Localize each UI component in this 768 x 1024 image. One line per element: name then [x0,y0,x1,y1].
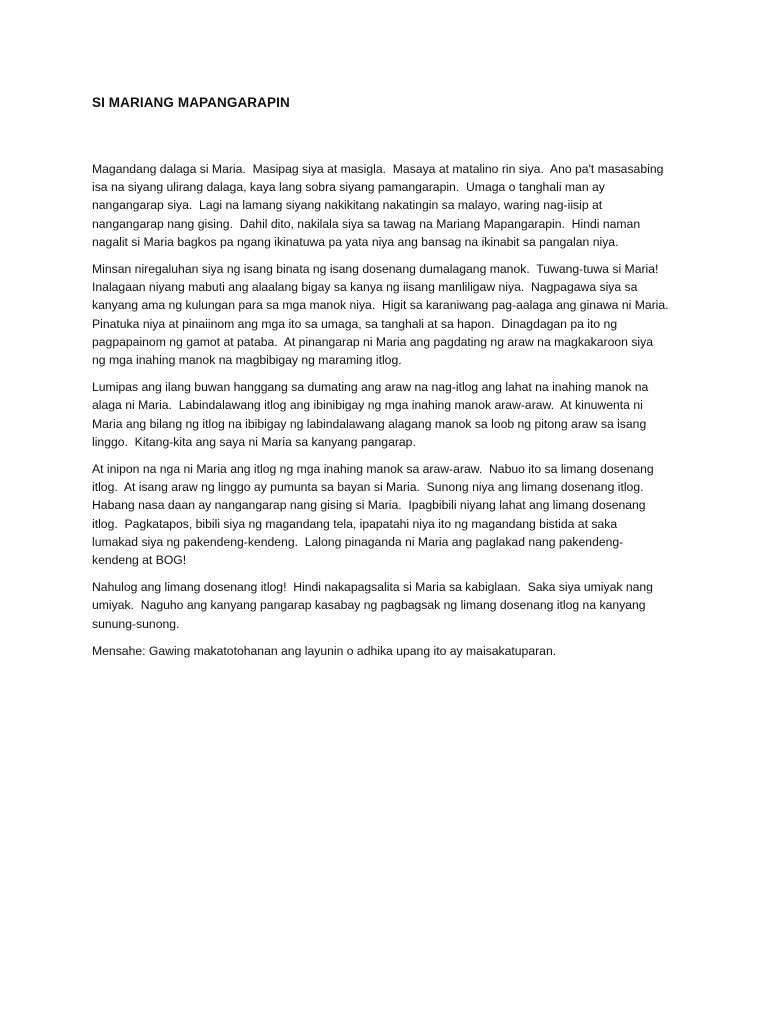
paragraph-line: ng mga inahing manok na magbibigay ng maraming itlog. [92,353,402,368]
paragraph-line: itlog. Pagkatapos, bibili siya ng magandang tela, ipapatahi niya ito ng magandang bistida at saka [92,516,618,531]
paragraph-line: Pinatuka niya at pinaiinom ang mga ito sa umaga, sa tanghali at sa hapon. Dinagdagan pa ito ng [92,316,618,331]
paragraph-line: linggo. Kitang-kita ang saya ni Maria sa kanyang pangarap. [92,434,416,449]
paragraph-line: nagalit si Maria bagkos pa ngang ikinatuwa pa yata niya ang bansag na ikinabit sa pangalan niya. [92,234,619,249]
paragraph-line: pagpapainom ng gamot at pataba. At pinangarap ni Maria ang pagdating ng araw na magkakaroon siya [92,334,654,349]
paragraph-line: Inalagaan niyang mabuti ang alaalang bigay sa kanya ng iisang manliligaw niya. Nagpagawa siya sa [92,280,638,295]
message-line: Mensahe: Gawing makatotohanan ang layunin o adhika upang ito ay maisakatuparan. [92,643,557,658]
paragraph-line: itlog. At isang araw ng linggo ay pumunta sa bayan si Maria. Sunong niya ang limang dosenang itlog. [92,480,644,495]
paragraph-line: isa na siyang ulirang dalaga, kaya lang sobra siyang pamangarapin. Umaga o tanghali man ay [92,180,605,195]
paragraph-2 [92,260,692,369]
paragraph-3 [92,378,692,451]
message-paragraph [92,642,692,660]
paragraph-line: nangangarap nang gising. Dahil dito, nakilala siya sa tawag na Mariang Mapangarapin. Hindi naman [92,216,641,231]
paragraph-line: lumakad siya ng pakendeng-kendeng. Lalong pinaganda ni Maria ang paglakad nang pakendeng- [92,534,624,549]
paragraph-line: Maria ang bilang ng itlog na ibibigay ng labindalawang alagang manok sa loob ng pitong araw sa isang [92,416,647,431]
paragraph-line: Lumipas ang ilang buwan hanggang sa dumating ang araw na nag-itlog ang lahat na inahing manok na [92,380,649,395]
paragraph-line: nangangarap siya. Lagi na lamang siyang nakikitang nakatingin sa malayo, waring nag-iisip at [92,198,603,213]
paragraph-line: sunung-sunong. [92,616,180,631]
paragraph-line: Habang nasa daan ay nangangarap nang gising si Maria. Ipagbibili niyang lahat ang limang dosenang [92,498,646,513]
paragraph-line: kanyang ama ng kulungan para sa mga manok niya. Higit sa karaniwang pag-aalaga ang ginawa ni Maria. [92,298,669,313]
paragraph-line: umiyak. Naguho ang kanyang pangarap kasabay ng pagbagsak ng limang dosenang itlog na kanyang [92,598,646,613]
paragraph-line: Magandang dalaga si Maria. Masipag siya at masigla. Masaya at matalino rin siya. Ano pa't masasabing [92,162,664,176]
paragraph-line: alaga ni Maria. Labindalawang itlog ang ibinibigay ng mga inahing manok araw-araw. At kinuwenta ni [92,398,643,413]
paragraph-line: At inipon na nga ni Maria ang itlog ng mga inahing manok sa araw-araw. Nabuo ito sa limang dosenang [92,462,654,477]
document-body [92,160,692,669]
paragraph-line: Nahulog ang limang dosenang itlog! Hindi nakapagsalita si Maria sa kabiglaan. Saka siya umiyak nang [92,580,653,595]
paragraph-5 [92,578,692,633]
document-title: SI MARIANG MAPANGARAPIN [92,95,290,110]
paragraph-line: Minsan niregaluhan siya ng isang binata ng isang dosenang dumalagang manok. Tuwang-tuwa si Maria! [92,262,659,277]
paragraph-1 [92,160,692,251]
paragraph-4 [92,460,692,569]
paragraph-line: kendeng at BOG! [92,553,187,568]
